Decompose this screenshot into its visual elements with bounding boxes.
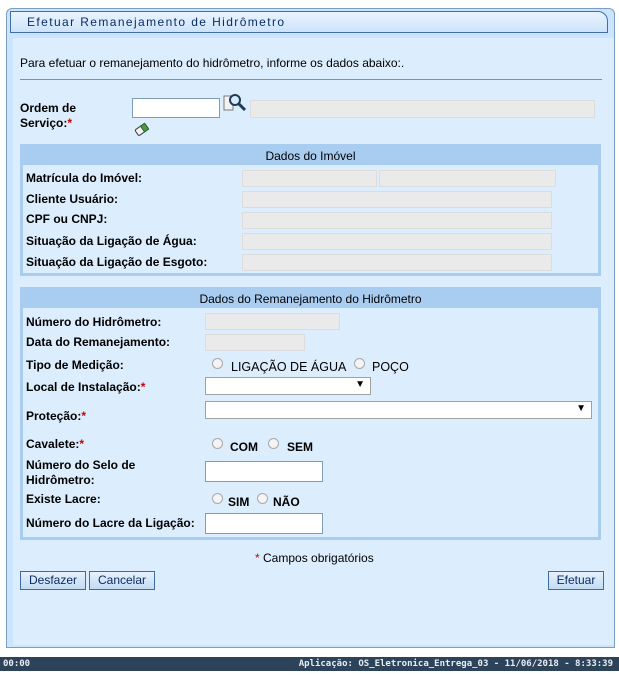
data-remanejamento-label: Data do Remanejamento: bbox=[26, 335, 171, 349]
cancelar-button[interactable]: Cancelar bbox=[89, 571, 155, 590]
cliente-usuario-value bbox=[242, 191, 552, 208]
situacao-esgoto-label: Situação da Ligação de Esgoto: bbox=[26, 255, 208, 269]
tipo-medicao-poco-label: POÇO bbox=[372, 360, 409, 374]
desfazer-button[interactable]: Desfazer bbox=[20, 571, 86, 590]
status-bar bbox=[0, 657, 619, 671]
cavalete-com-label: COM bbox=[230, 440, 258, 454]
divider bbox=[20, 79, 602, 80]
tipo-medicao-poco-radio[interactable] bbox=[354, 358, 365, 369]
numero-selo-input[interactable] bbox=[205, 461, 323, 482]
situacao-agua-value bbox=[242, 233, 552, 250]
protecao-select[interactable] bbox=[205, 401, 592, 419]
efetuar-button[interactable]: Efetuar bbox=[548, 571, 604, 590]
ordem-servico-label-1: Ordem de bbox=[20, 101, 77, 115]
existe-lacre-label: Existe Lacre: bbox=[26, 492, 101, 506]
situacao-esgoto-value bbox=[242, 254, 552, 271]
numero-hidrometro-label: Número do Hidrômetro: bbox=[26, 315, 162, 329]
matricula-value bbox=[242, 170, 377, 187]
eraser-icon[interactable] bbox=[133, 121, 151, 138]
numero-selo-label-2: Hidrômetro: bbox=[26, 473, 95, 487]
status-time: 00:00 bbox=[3, 659, 31, 669]
dados-imovel-header: Dados do Imóvel bbox=[23, 147, 598, 165]
cliente-usuario-label: Cliente Usuário: bbox=[26, 192, 119, 206]
local-instalacao-label: Local de Instalação:* bbox=[26, 380, 146, 394]
existe-lacre-nao-label: NÃO bbox=[273, 495, 300, 509]
situacao-agua-label: Situação da Ligação de Água: bbox=[26, 234, 197, 248]
cavalete-sem-label: SEM bbox=[287, 440, 314, 454]
ordem-servico-input[interactable] bbox=[132, 98, 220, 118]
chevron-down-icon: ▼ bbox=[576, 403, 586, 414]
page-title: Efetuar Remanejamento de Hidrômetro bbox=[27, 15, 286, 29]
instructions-text: Para efetuar o remanejamento do hidrômetro, informe os dados abaixo:. bbox=[20, 56, 405, 70]
status-application: Aplicação: OS_Eletronica_Entrega_03 - 11/06/2018 - 8:33:39 bbox=[298, 659, 613, 669]
existe-lacre-sim-radio[interactable] bbox=[212, 493, 223, 504]
chevron-down-icon: ▼ bbox=[355, 379, 365, 390]
required-footnote: * Campos obrigatórios bbox=[255, 551, 374, 565]
data-remanejamento-value bbox=[205, 334, 305, 351]
magnifier-icon[interactable] bbox=[223, 92, 247, 114]
tipo-medicao-label: Tipo de Medição: bbox=[26, 358, 124, 372]
matricula-label: Matrícula do Imóvel: bbox=[26, 171, 143, 185]
cavalete-label: Cavalete:* bbox=[26, 437, 85, 451]
local-instalacao-select[interactable] bbox=[205, 377, 371, 395]
tipo-medicao-agua-radio[interactable] bbox=[212, 358, 223, 369]
cavalete-com-radio[interactable] bbox=[212, 438, 223, 449]
ordem-servico-description bbox=[250, 100, 595, 118]
numero-lacre-label: Número do Lacre da Ligação: bbox=[26, 516, 195, 530]
tipo-medicao-agua-label: LIGAÇÃO DE ÁGUA bbox=[231, 360, 347, 374]
existe-lacre-nao-radio[interactable] bbox=[257, 493, 268, 504]
existe-lacre-sim-label: SIM bbox=[228, 495, 250, 509]
cpf-cnpj-label: CPF ou CNPJ: bbox=[26, 212, 108, 226]
numero-hidrometro-value bbox=[205, 313, 340, 330]
dados-remanejamento-header: Dados do Remanejamento do Hidrômetro bbox=[23, 290, 598, 308]
protecao-label: Proteção:* bbox=[26, 409, 87, 423]
ordem-servico-label-2: Serviço:* bbox=[20, 116, 73, 130]
numero-selo-label-1: Número do Selo de bbox=[26, 458, 136, 472]
matricula-description bbox=[379, 170, 556, 187]
cavalete-sem-radio[interactable] bbox=[268, 438, 279, 449]
cpf-cnpj-value bbox=[242, 212, 552, 229]
numero-lacre-input[interactable] bbox=[205, 513, 323, 534]
